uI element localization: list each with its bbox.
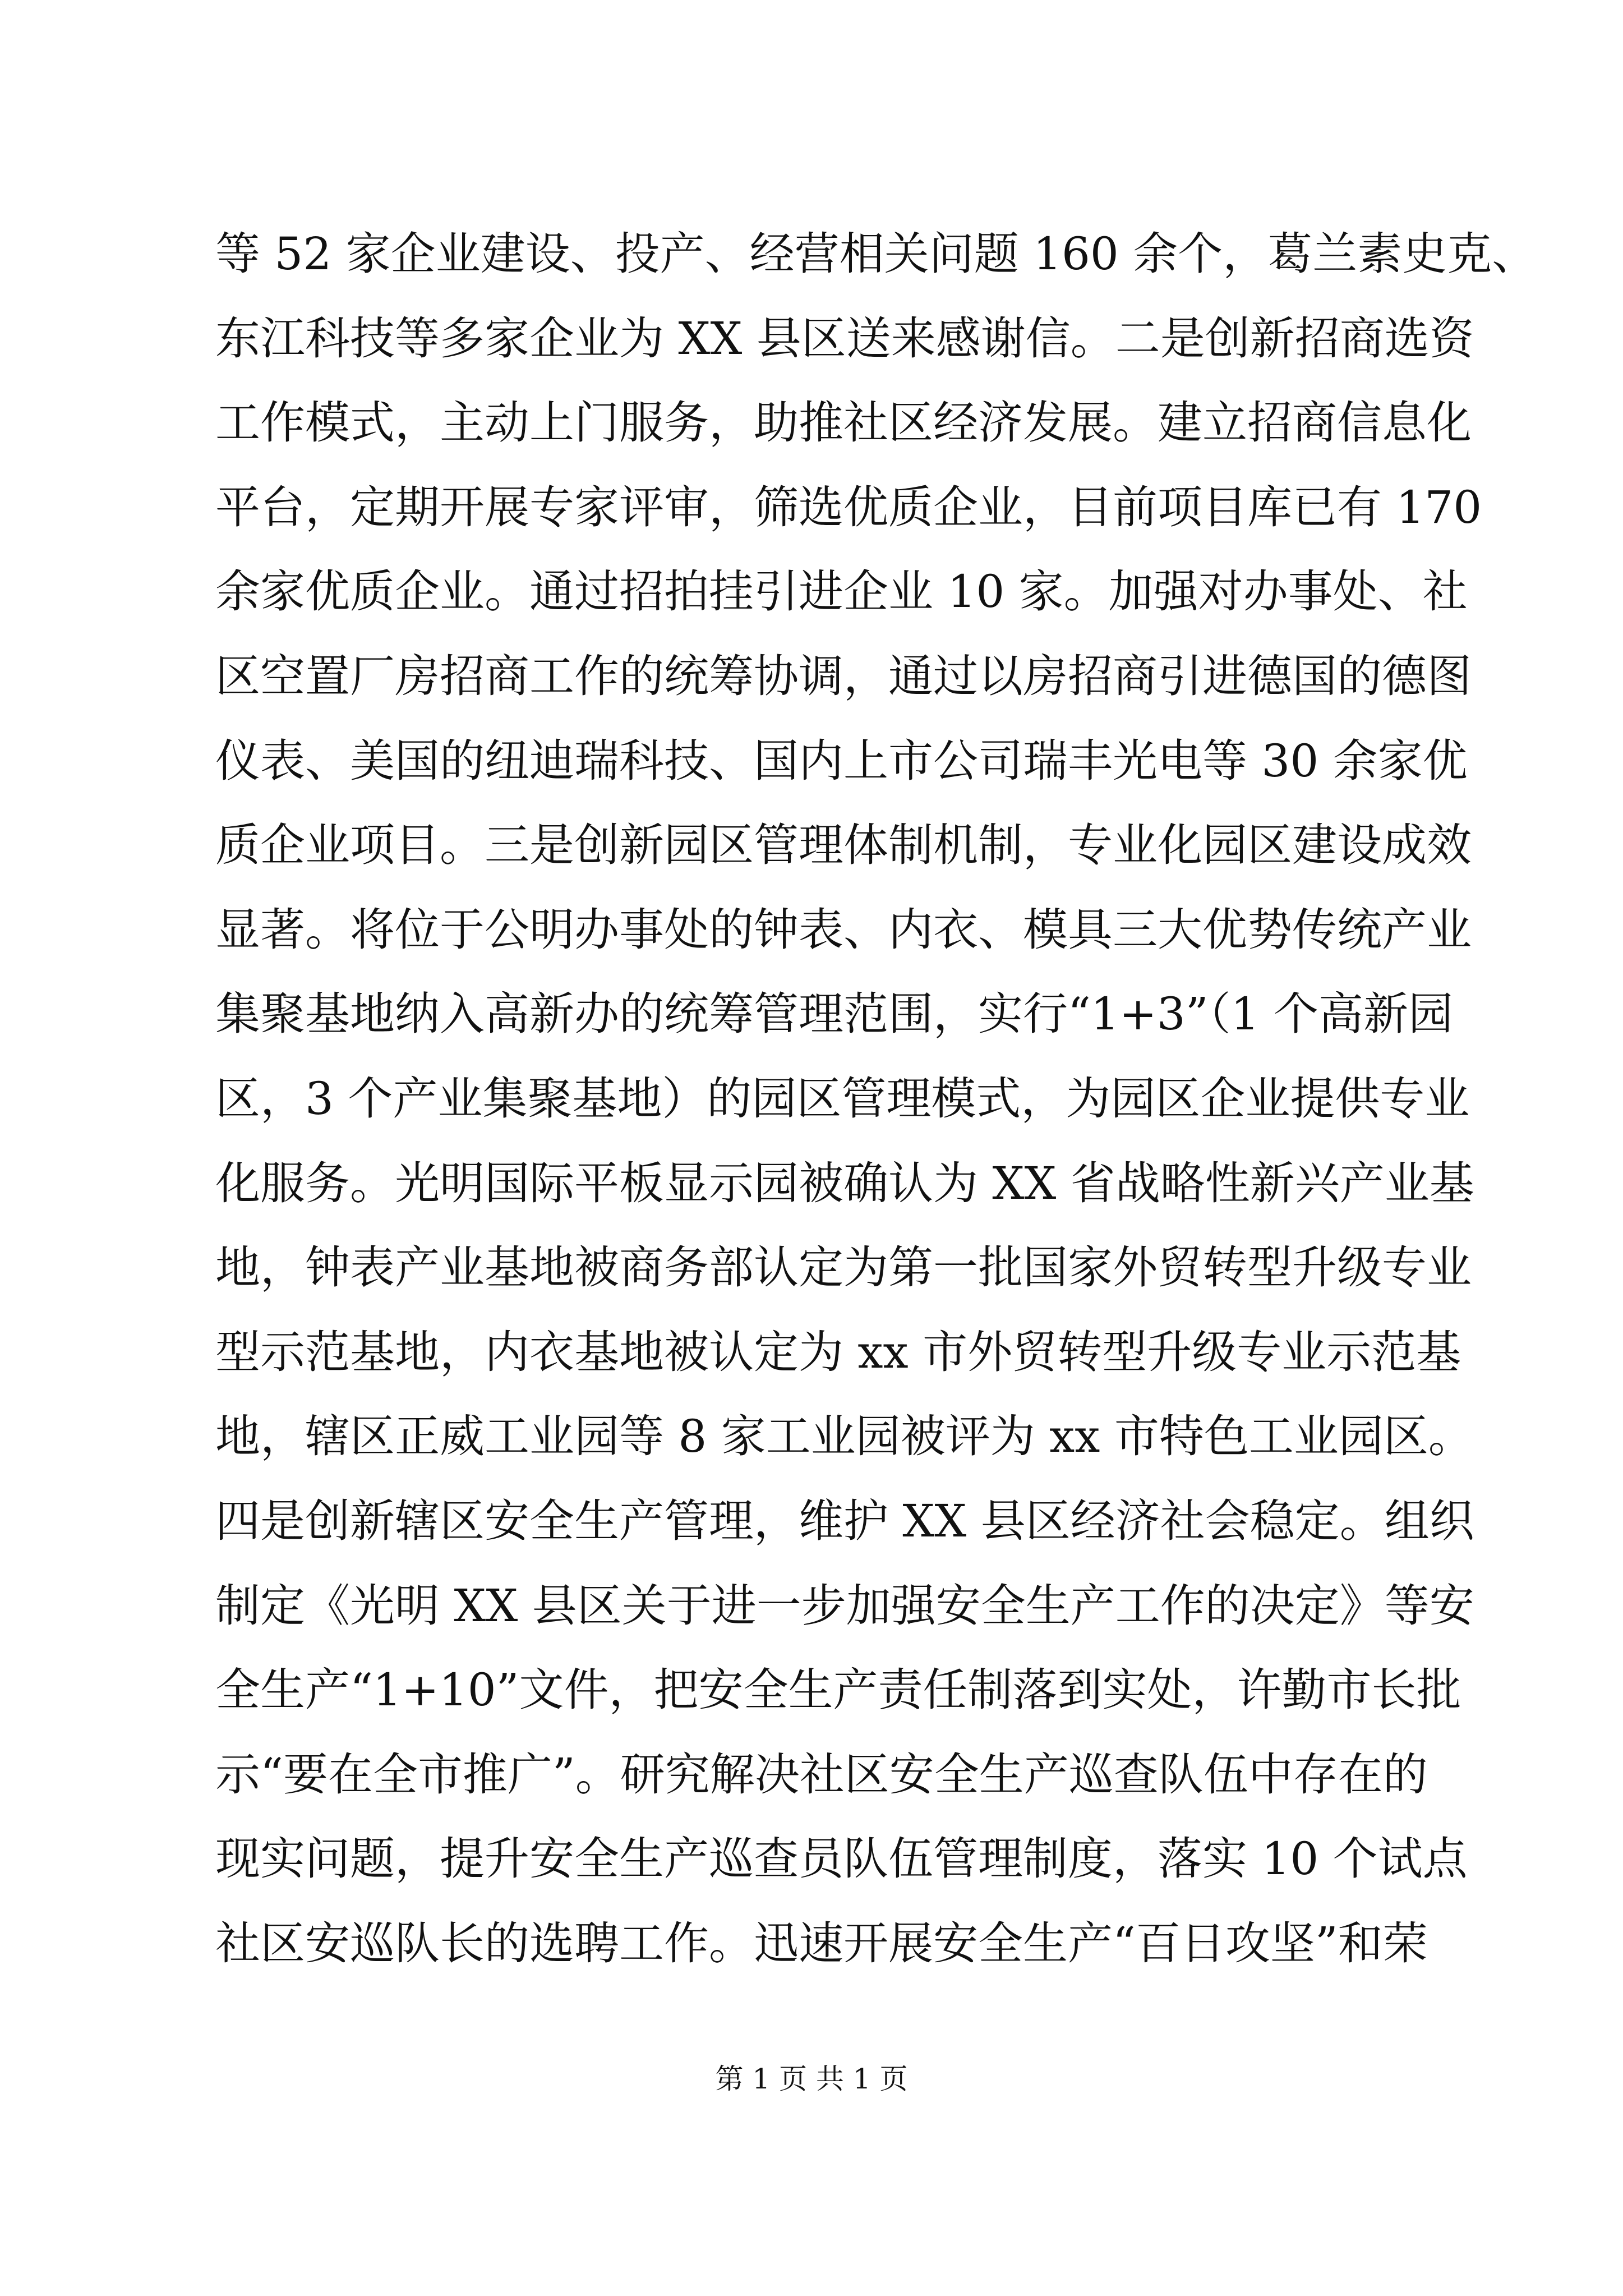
text-line-19: 示“要在全市推广”。研究解决社区安全生产巡查队伍中存在的 [215,1748,1428,1801]
text-line-7: 仪表、美国的纽迪瑞科技、国内上市公司瑞丰光电等 30 余家优 [215,734,1468,787]
text-line-18: 全生产“1+10”文件，把安全生产责任制落到实处，许勤市长批 [215,1664,1461,1717]
text-line-14: 型示范基地，内衣基地被认定为 xx 市外贸转型升级专业示范基 [215,1326,1461,1378]
body-paragraph [215,212,1537,1986]
page-footer [0,2062,1623,2096]
text-line-4: 平台，定期开展专家评审，筛选优质企业，目前项目库已有 170 [215,481,1482,533]
text-line-10: 集聚基地纳入高新办的统筹管理范围，实行“1+3”（1 个高新园 [215,988,1453,1041]
text-line-12: 化服务。光明国际平板显示园被确认为 XX 省战略性新兴产业基 [215,1157,1474,1209]
text-line-21: 社区安巡队长的选聘工作。迅速开展安全生产“百日攻坚”和荣 [215,1917,1428,1970]
text-line-11: 区，3 个产业集聚基地）的园区管理模式，为园区企业提供专业 [215,1072,1470,1125]
text-line-16: 四是创新辖区安全生产管理，维护 XX 县区经济社会稳定。组织 [215,1494,1474,1547]
text-line-5: 余家优质企业。通过招拍挂引进企业 10 家。加强对办事处、社 [215,565,1468,618]
text-line-13: 地，钟表产业基地被商务部认定为第一批国家外贸转型升级专业 [215,1241,1472,1294]
text-line-8: 质企业项目。三是创新园区管理体制机制，专业化园区建设成效 [215,819,1472,872]
text-line-2: 东江科技等多家企业为 XX 县区送来感谢信。二是创新招商选资 [215,312,1474,365]
text-line-17: 制定《光明 XX 县区关于进一步加强安全生产工作的决定》等安 [215,1579,1474,1632]
text-line-6: 区空置厂房招商工作的统筹协调，通过以房招商引进德国的德图 [215,650,1472,702]
text-line-3: 工作模式，主动上门服务，助推社区经济发展。建立招商信息化 [215,397,1472,449]
text-line-20: 现实问题，提升安全生产巡查员队伍管理制度，落实 10 个试点 [215,1833,1468,1885]
text-line-9: 显著。将位于公明办事处的钟表、内衣、模具三大优势传统产业 [215,903,1472,956]
page-number-indicator: 第 1 页 共 1 页 [715,2063,908,2095]
text-line-15: 地，辖区正威工业园等 8 家工业园被评为 xx 市特色工业园区。 [215,1410,1473,1463]
text-line-1: 等 52 家企业建设、投产、经营相关问题 160 余个，葛兰素史克、 [215,228,1537,280]
